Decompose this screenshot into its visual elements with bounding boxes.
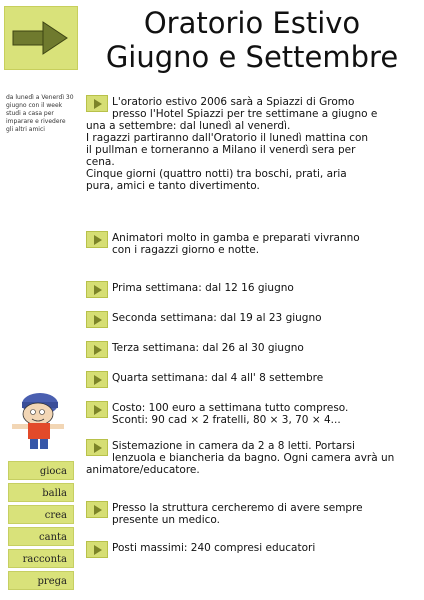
- bullet-arrow-icon: [86, 541, 108, 558]
- page-title: [84, 6, 420, 74]
- nav-item-racconta[interactable]: racconta: [8, 549, 74, 568]
- arrow-right-icon: [11, 19, 71, 57]
- bullet-arrow-icon: [86, 371, 108, 388]
- week-2: Seconda settimana: dal 19 al 23 giugno: [86, 312, 420, 328]
- costo-paragraph: Costo: 100 euro a settimana tutto compreso. Sconti: 90 cad × 2 fratelli, 80 × 3, 70 × 4...: [86, 402, 420, 426]
- bullet-arrow-icon: [86, 281, 108, 298]
- nav-item-crea[interactable]: crea: [8, 505, 74, 524]
- title-line-1: Oratorio Estivo: [143, 6, 361, 40]
- week-1: Prima settimana: dal 12 16 giugno: [86, 282, 420, 298]
- week-3: Terza settimana: dal 26 al 30 giugno: [86, 342, 420, 358]
- bullet-arrow-icon: [86, 231, 108, 248]
- title-line-2: Giugno e Settembre: [105, 40, 399, 74]
- mascot-illustration: [2, 382, 80, 454]
- nav-item-canta[interactable]: canta: [8, 527, 74, 546]
- side-nav: [8, 461, 74, 593]
- logo-box: [4, 6, 78, 70]
- bullet-arrow-icon: [86, 439, 108, 456]
- bullet-arrow-icon: [86, 341, 108, 358]
- posti-paragraph: Posti massimi: 240 compresi educatori: [86, 542, 420, 558]
- nav-item-gioca[interactable]: gioca: [8, 461, 74, 480]
- bullet-arrow-icon: [86, 311, 108, 328]
- nav-item-prega[interactable]: prega: [8, 571, 74, 590]
- sistemazione-paragraph: Sistemazione in camera da 2 a 8 letti. Portarsi lenzuola e biancheria da bagno. Ogni camera avrà un animatore/educatore.: [86, 440, 395, 476]
- nav-item-balla[interactable]: balla: [8, 483, 74, 502]
- bullet-arrow-icon: [86, 95, 108, 112]
- bullet-arrow-icon: [86, 401, 108, 418]
- animatori-paragraph: Animatori molto in gamba e preparati vivranno con i ragazzi giorno e notte.: [86, 232, 420, 256]
- intro-paragraph: L'oratorio estivo 2006 sarà a Spiazzi di Gromo presso l'Hotel Spiazzi per tre settimane a giugno e una a settembre: dal lunedì al venerdì. I ragazzi partiranno dall'Oratorio il lunedì mattina con il pullman e torneranno a Milano il venerdì sera per cena. Cinque giorni (quattro notti) tra boschi, prati, aria pura, amici e tanto divertimento.: [86, 96, 378, 192]
- side-note: da lunedì a Venerdì 30 giugno con il week studi a casa per imparare e rivedere gli altri amici: [6, 94, 74, 133]
- bullet-arrow-icon: [86, 501, 108, 518]
- medico-paragraph: Presso la struttura cercheremo di avere sempre presente un medico.: [86, 502, 420, 526]
- week-4: Quarta settimana: dal 4 all' 8 settembre: [86, 372, 420, 388]
